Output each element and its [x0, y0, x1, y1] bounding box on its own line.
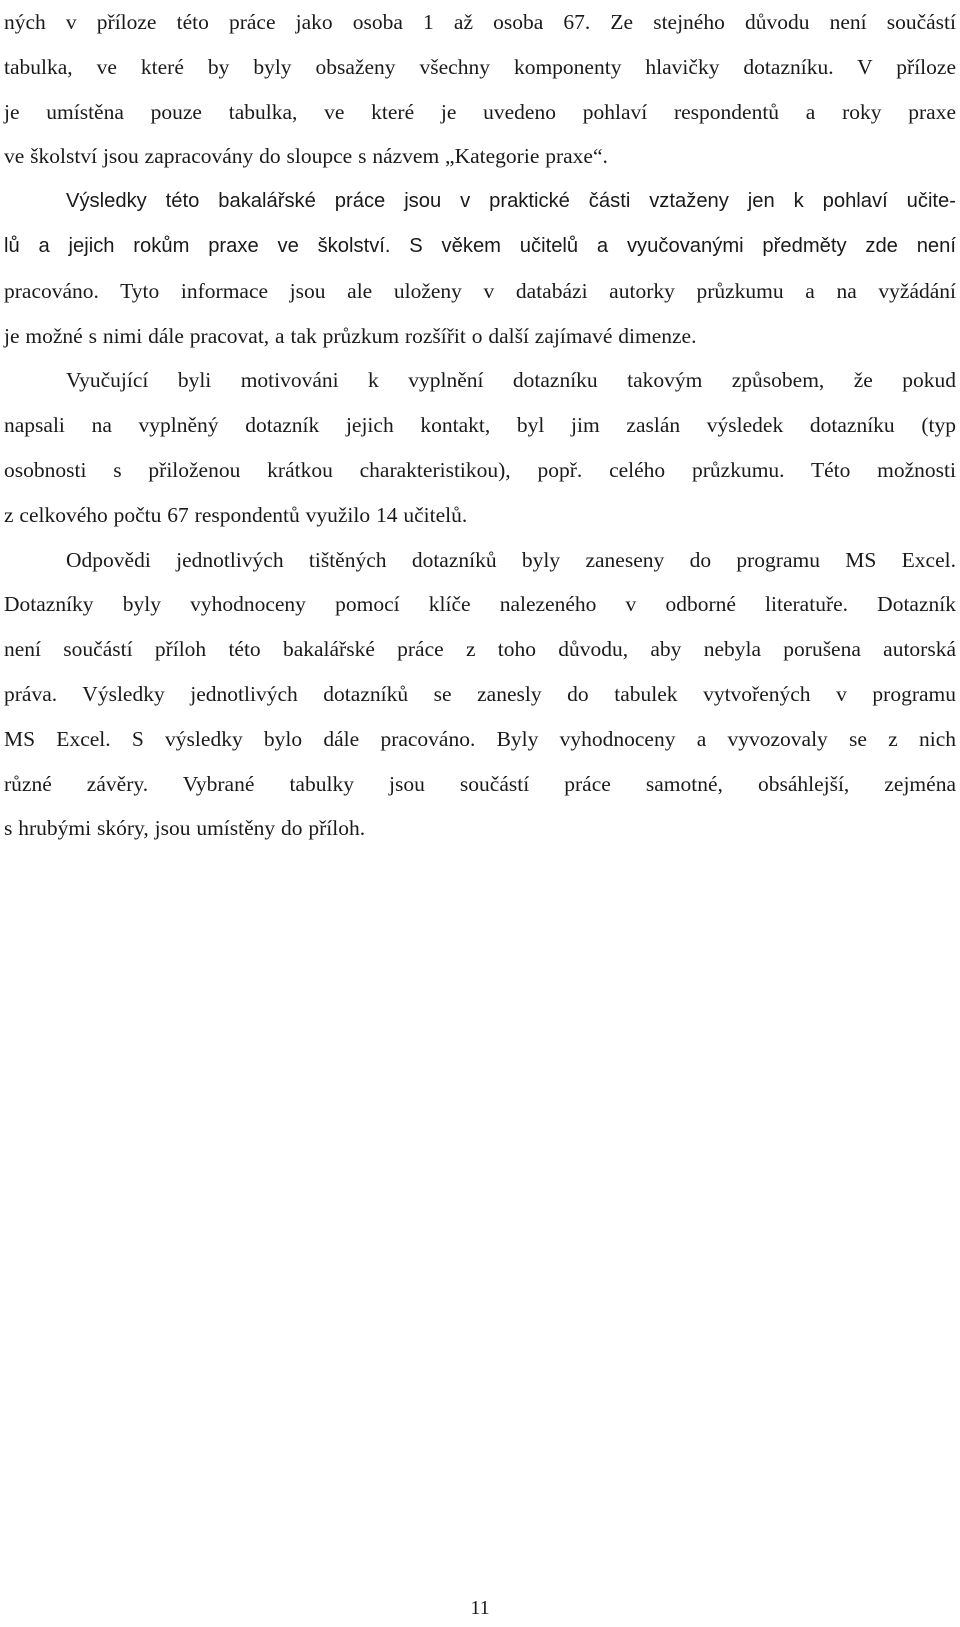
text-line: napsali na vyplněný dotazník jejich kontakt, byl jim zaslán výsledek dotazníku (typ [4, 413, 956, 438]
text-line: je umístěna pouze tabulka, ve které je uvedeno pohlaví respondentů a roky praxe [4, 99, 956, 124]
text-line: tabulka, ve které by byly obsaženy všechny komponenty hlavičky dotazníku. V příloze [4, 54, 956, 79]
paragraph-4 [4, 538, 956, 852]
text-line: ných v příloze této práce jako osoba 1 až osoba 67. Ze stejného důvodu není součástí [4, 10, 956, 34]
body-text [4, 0, 956, 851]
paragraph-1 [4, 0, 956, 179]
text-line: je možné s nimi dále pracovat, a tak průzkum rozšířit o další zajímavé dimenze. [4, 323, 697, 348]
text-line: osobnosti s přiloženou krátkou charakteristikou), popř. celého průzkumu. Této možnosti [4, 457, 956, 482]
text-line: MS Excel. S výsledky bylo dále pracováno. Byly vyhodnoceny a vyvozovaly se z nich [4, 726, 956, 751]
page-number: 11 [470, 1597, 490, 1619]
text-line: pracováno. Tyto informace jsou ale uloženy v databázi autorky průzkumu a na vyžádání [4, 278, 956, 303]
text-line: s hrubými skóry, jsou umístěny do příloh. [4, 816, 366, 841]
text-line: lů a jejich rokům praxe ve školství. S věkem učitelů a vyučovanými předměty zde není [4, 234, 956, 257]
text-line: Odpovědi jednotlivých tištěných dotazníků byly zaneseny do programu MS Excel. [66, 547, 956, 572]
text-line: různé závěry. Vybrané tabulky jsou součástí práce samotné, obsáhlejší, zejména [4, 771, 956, 796]
text-line: ve školství jsou zapracovány do sloupce s názvem „Kategorie praxe“. [4, 144, 608, 169]
text-line: práva. Výsledky jednotlivých dotazníků se zanesly do tabulek vytvořených v programu [4, 681, 956, 706]
text-line: Dotazníky byly vyhodnoceny pomocí klíče nalezeného v odborné literatuře. Dotazník [4, 592, 956, 617]
paragraph-3 [4, 358, 956, 537]
paragraph-2 [4, 179, 956, 358]
text-line: Vyučující byli motivováni k vyplnění dotazníku takovým způsobem, že pokud [66, 368, 956, 393]
text-line: Výsledky této bakalářské práce jsou v praktické části vztaženy jen k pohlaví učite- [66, 190, 956, 213]
text-line: není součástí příloh této bakalářské práce z toho důvodu, aby nebyla porušena autorská [4, 637, 956, 662]
text-line: z celkového počtu 67 respondentů využilo 14 učitelů. [4, 502, 468, 527]
